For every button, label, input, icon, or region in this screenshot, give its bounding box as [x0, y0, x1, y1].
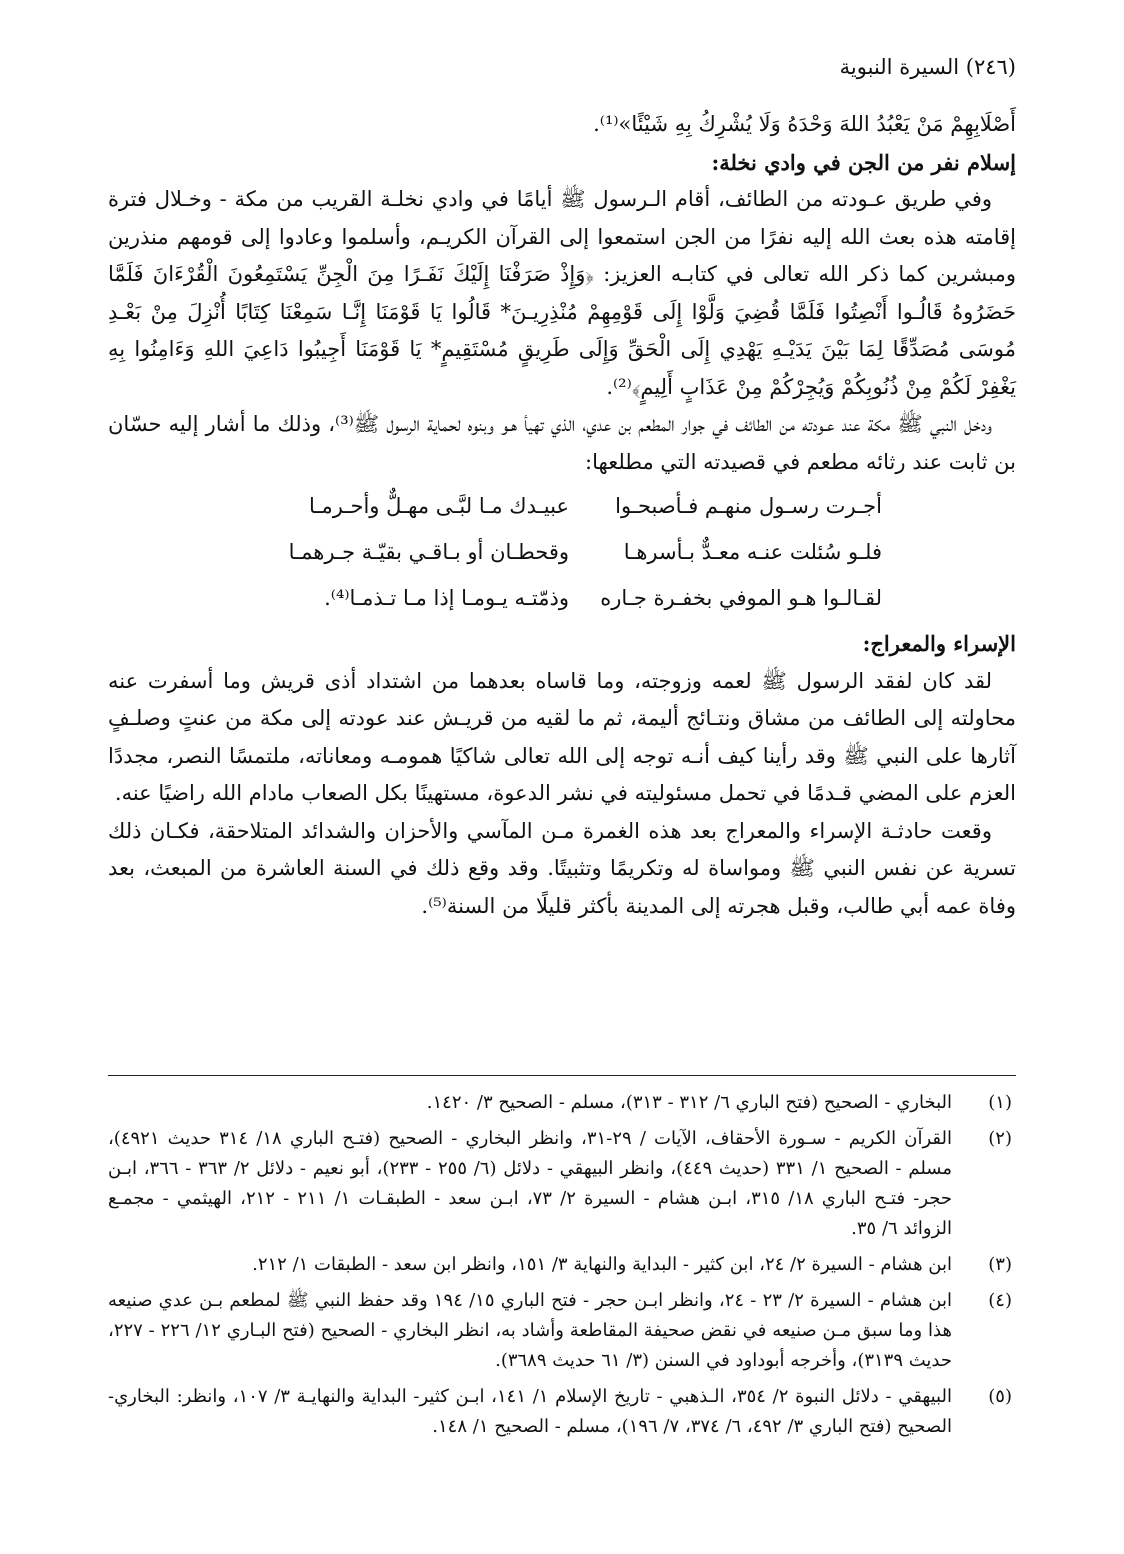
- section-heading-isra: الإسراء والمعراج:: [862, 631, 1016, 656]
- footnote-text: ابن هشام - السيرة ٢/ ٢٣ - ٢٤، وانظر ابـن حجر - فتح الباري ١٥/ ١٩٤ وقد حفظ النبي ﷺ لمطعم بـن عدي صنيعه هذا وما سبق مـن صنيعه في نقض صحيفة المقاطعة وأشاد به، انظر البخاري - الصحيح (فتح البـاري ١٢/ ٢٢٦ - ٢٢٧، حديث ٣١٣٩)، وأخرجه أبوداود في السنن (٣/ ٦١ حديث ٣٦٨٩).: [108, 1290, 953, 1371]
- footnote: [108, 1124, 1016, 1244]
- paragraph-hadith-end: أَصْلَابِهِمْ مَنْ يَعْبُدُ اللهَ وَحْدَهُ وَلَا يُشْرِكُ بِهِ شَيْئًا»⁽¹⁾.: [593, 112, 1016, 136]
- section-heading-jinn: إسلام نفر من الجن في وادي نخلة:: [711, 149, 1016, 175]
- poem-hemistich-first: أجـرت رسـول منهـم فـأصبحـوا: [615, 494, 882, 518]
- footnote-number: (٢): [988, 1128, 1012, 1149]
- poem-hemistich-second: وذمّتـه يـومـا إذا مـا تـذمـا⁽⁴⁾.: [324, 586, 569, 610]
- footnote-number: (١): [988, 1092, 1012, 1113]
- footnote-text: القرآن الكريم - سـورة الأحقاف، الآيات / ٢٩-٣١، وانظر البخاري - الصحيح (فتـح الباري ١٨/ ٣١٤ حديث ٤٩٢١)، مسلم - الصحيح ١/ ٣٣١ (حديث ٤٤٩)، وانظر البيهقي - دلائل (٦/ ٢٥٥ - ٢٣٣)، أبو نعيم - دلائل ٢/ ٣٦٣ - ٣٦٦، ابـن حجر- فتـح الباري ١٨/ ٣١٥، ابـن هشام - السيرة ٢/ ٧٣، ابـن سعد - الطبقـات ١/ ٢١١ - ٢١٢، الهيثمي - مجمـع الزوائد ٦/ ٣٥.: [108, 1128, 952, 1239]
- running-header: (٢٤٦) السيرة النبوية: [839, 55, 1016, 79]
- footnote: [108, 1088, 1016, 1118]
- footnote-separator: [108, 1075, 1016, 1076]
- poem-hemistich-second: وقحطـان أو بـاقـي بقيّـة جـرهمـا: [288, 540, 569, 564]
- poem-hemistich-second: عبيـدك مـا لبَّـى مهـلٌّ وأحـرمـا: [308, 494, 569, 518]
- paragraph-isra-event: وقعت حادثـة الإسراء والمعراج بعد هذه الغمرة مـن المآسي والأحزان والشدائد المتلاحقة، فكـان ذلك تسرية عن نفس النبي ﷺ ومواساة له وتكريمًا وتثبيتًا. وقد وقع ذلك في السنة العاشرة من المبعث، بعد وفاة عمه أبي طالب، وقبل هجرته إلى المدينة بأكثر قليلًا من السنة⁽⁵⁾.: [108, 818, 1016, 918]
- footnote-text: ابن هشام - السيرة ٢/ ٢٤، ابن كثير - البداية والنهاية ٣/ ١٥١، وانظر ابن سعد - الطبقات ١/ ٢١٢.: [252, 1254, 952, 1275]
- footnote-number: (٥): [988, 1386, 1012, 1407]
- paragraph-wadi-nakhla: وفي طريق عـودته من الطائف، أقام الـرسول ﷺ أيامًا في وادي نخلـة القريب من مكة - وخـلال فترة إقامته هذه بعث الله إليه نفرًا من الجن استمعوا إلى القرآن الكريـم، وأسلموا وعادوا إلى قومهم منذرين ومبشرين كما ذكر الله تعالى في كتابـه العزيز: ﴿وَإِذْ صَرَفْنَا إِلَيْكَ نَفَـرًا مِنَ الْجِنِّ يَسْتَمِعُونَ الْقُرْءَانَ فَلَمَّا حَضَرُوهُ قَالُـوا أَنْصِتُوا فَلَمَّا قُضِيَ وَلَّوْا إِلَى قَوْمِهِمْ مُنْذِرِيـنَ* قَالُوا يَا قَوْمَنَا إِنَّـا سَمِعْنَا كِتَابًا أُنْزِلَ مِنْ بَعْـدِ مُوسَى مُصَدِّقًا لِمَا بَيْنَ يَدَيْـهِ يَهْدِي إِلَى الْحَقِّ وَإِلَى طَرِيقٍ مُسْتَقِيمٍ* يَا قَوْمَنَا أَجِيبُوا دَاعِيَ اللهِ وَءَامِنُوا بِهِ يَغْفِرْ لَكُمْ مِنْ ذُنُوبِكُمْ وَيُجِرْكُمْ مِنْ عَذَابٍ أَلِيمٍ﴾⁽²⁾.: [108, 187, 1016, 399]
- footnote: [108, 1382, 1016, 1442]
- paragraph-mutim-protection: ودخل النبي ﷺ مكة عند عـودته من الطائف في جوار المطعم بن عدي، الذي تهيأ هـو وبنوه لحماية الرسول ﷺ⁽³⁾، وذلك ما أشار إليه حسّان بن ثابت عند رثائه مطعم في قصيدته التي مطلعها:: [108, 412, 1016, 474]
- footnote-text: البخاري - الصحيح (فتح الباري ٦/ ٣١٢ - ٣١٣)، مسلم - الصحيح ٣/ ١٤٢٠.: [426, 1092, 952, 1113]
- footnote: [108, 1250, 1016, 1280]
- main-text: [108, 106, 1016, 925]
- paragraph-loss-and-taif: لقد كان لفقد الرسول ﷺ لعمه وزوجته، وما قاساه بعدهما من اشتداد أذى قريش وما أسفرت عنه محاولته إلى الطائف من مشاق ونتـائج أليمة، ثم ما لقيه من قريـش عند عودته إلى مكة من عنتٍ وصلـفٍ آثارها على النبي ﷺ وقد رأينا كيف أنـه توجه إلى الله تعالى شاكيًا همومـه ومعاناته، ملتمسًا النصر، مجددًا العزم على المضي قـدمًا في تحمل مسئوليته في نشر الدعوة، مستهينًا بكل الصعاب مادام الله راضيًا عنه.: [108, 668, 1016, 805]
- poem-verse: [108, 575, 1016, 621]
- poem: [108, 483, 1016, 621]
- footnote-text: البيهقي - دلائل النبوة ٢/ ٣٥٤، الـذهبي - تاريخ الإسلام ١/ ١٤١، ابـن كثير- البداية والنهايـة ٣/ ١٠٧، وانظر: البخاري- الصحيح (فتح الباري ٣/ ٤٩٢، ٦/ ٣٧٤، ٧/ ١٩٦)، مسلم - الصحيح ١/ ١٤٨.: [108, 1386, 952, 1437]
- poem-verse: [108, 483, 1016, 529]
- footnote-number: (٤): [988, 1290, 1012, 1311]
- footnote-number: (٣): [988, 1254, 1012, 1275]
- poem-hemistich-first: فلـو سُئلت عنـه معـدٌّ بـأسرهـا: [623, 540, 882, 564]
- poem-verse: [108, 529, 1016, 575]
- footnotes: [108, 1088, 1016, 1448]
- poem-hemistich-first: لقـالـوا هـو الموفي بخفـرة جـاره: [600, 586, 882, 610]
- footnote: [108, 1286, 1016, 1376]
